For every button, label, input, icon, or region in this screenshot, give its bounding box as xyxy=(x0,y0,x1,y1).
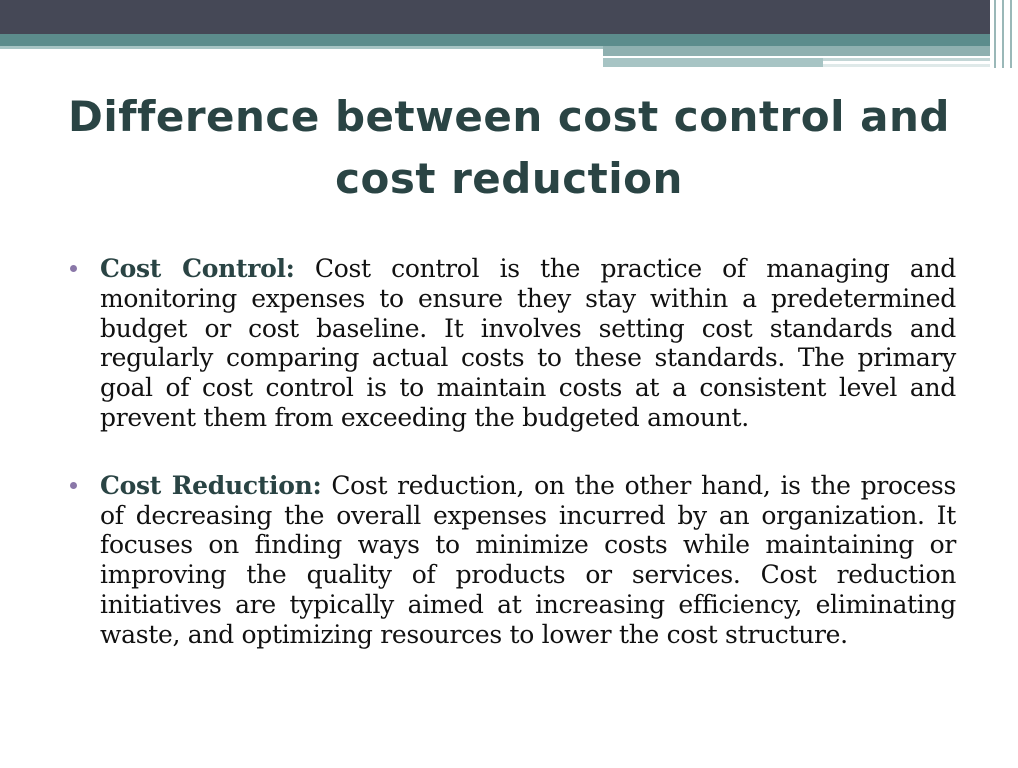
header-vertical-lines xyxy=(990,0,1018,68)
header-step-band xyxy=(823,58,990,61)
header-vertical-line xyxy=(1002,0,1004,68)
bullet-item-cost-control xyxy=(64,254,956,433)
header-step-band xyxy=(603,46,990,56)
header-band-light xyxy=(0,46,603,49)
header-step-band xyxy=(603,58,823,67)
bullet-item-cost-reduction xyxy=(64,471,956,650)
bullet-dot-icon xyxy=(70,482,77,489)
bullet-term: Cost Reduction: xyxy=(100,470,322,500)
bullet-text: Cost control is the practice of managing and monitoring expenses to ensure they stay within a predetermined budget or cost baseline. It involves setting cost standards and regularly comparing actual costs to these standards. The primary goal of cost control is to maintain costs at a consistent level and prevent them from exceeding the budgeted amount. xyxy=(100,254,956,432)
header-vertical-line xyxy=(1010,0,1012,68)
bullet-list xyxy=(64,254,956,688)
header-vertical-line xyxy=(994,0,996,68)
header-step-band xyxy=(823,64,990,67)
slide-title: Difference between cost control and cost reduction xyxy=(68,92,950,203)
header-band-teal xyxy=(0,34,990,46)
header-band-dark xyxy=(0,0,990,34)
bullet-term: Cost Control: xyxy=(100,254,295,283)
bullet-text: Cost reduction, on the other hand, is the process of decreasing the overall expenses incurred by an organization. It focuses on finding ways to minimize costs while maintaining or improving the quality of products or services. Cost reduction initiatives are typically aimed at increasing efficiency, eliminating waste, and optimizing resources to lower the cost structure. xyxy=(100,470,956,649)
bullet-dot-icon xyxy=(70,265,77,272)
